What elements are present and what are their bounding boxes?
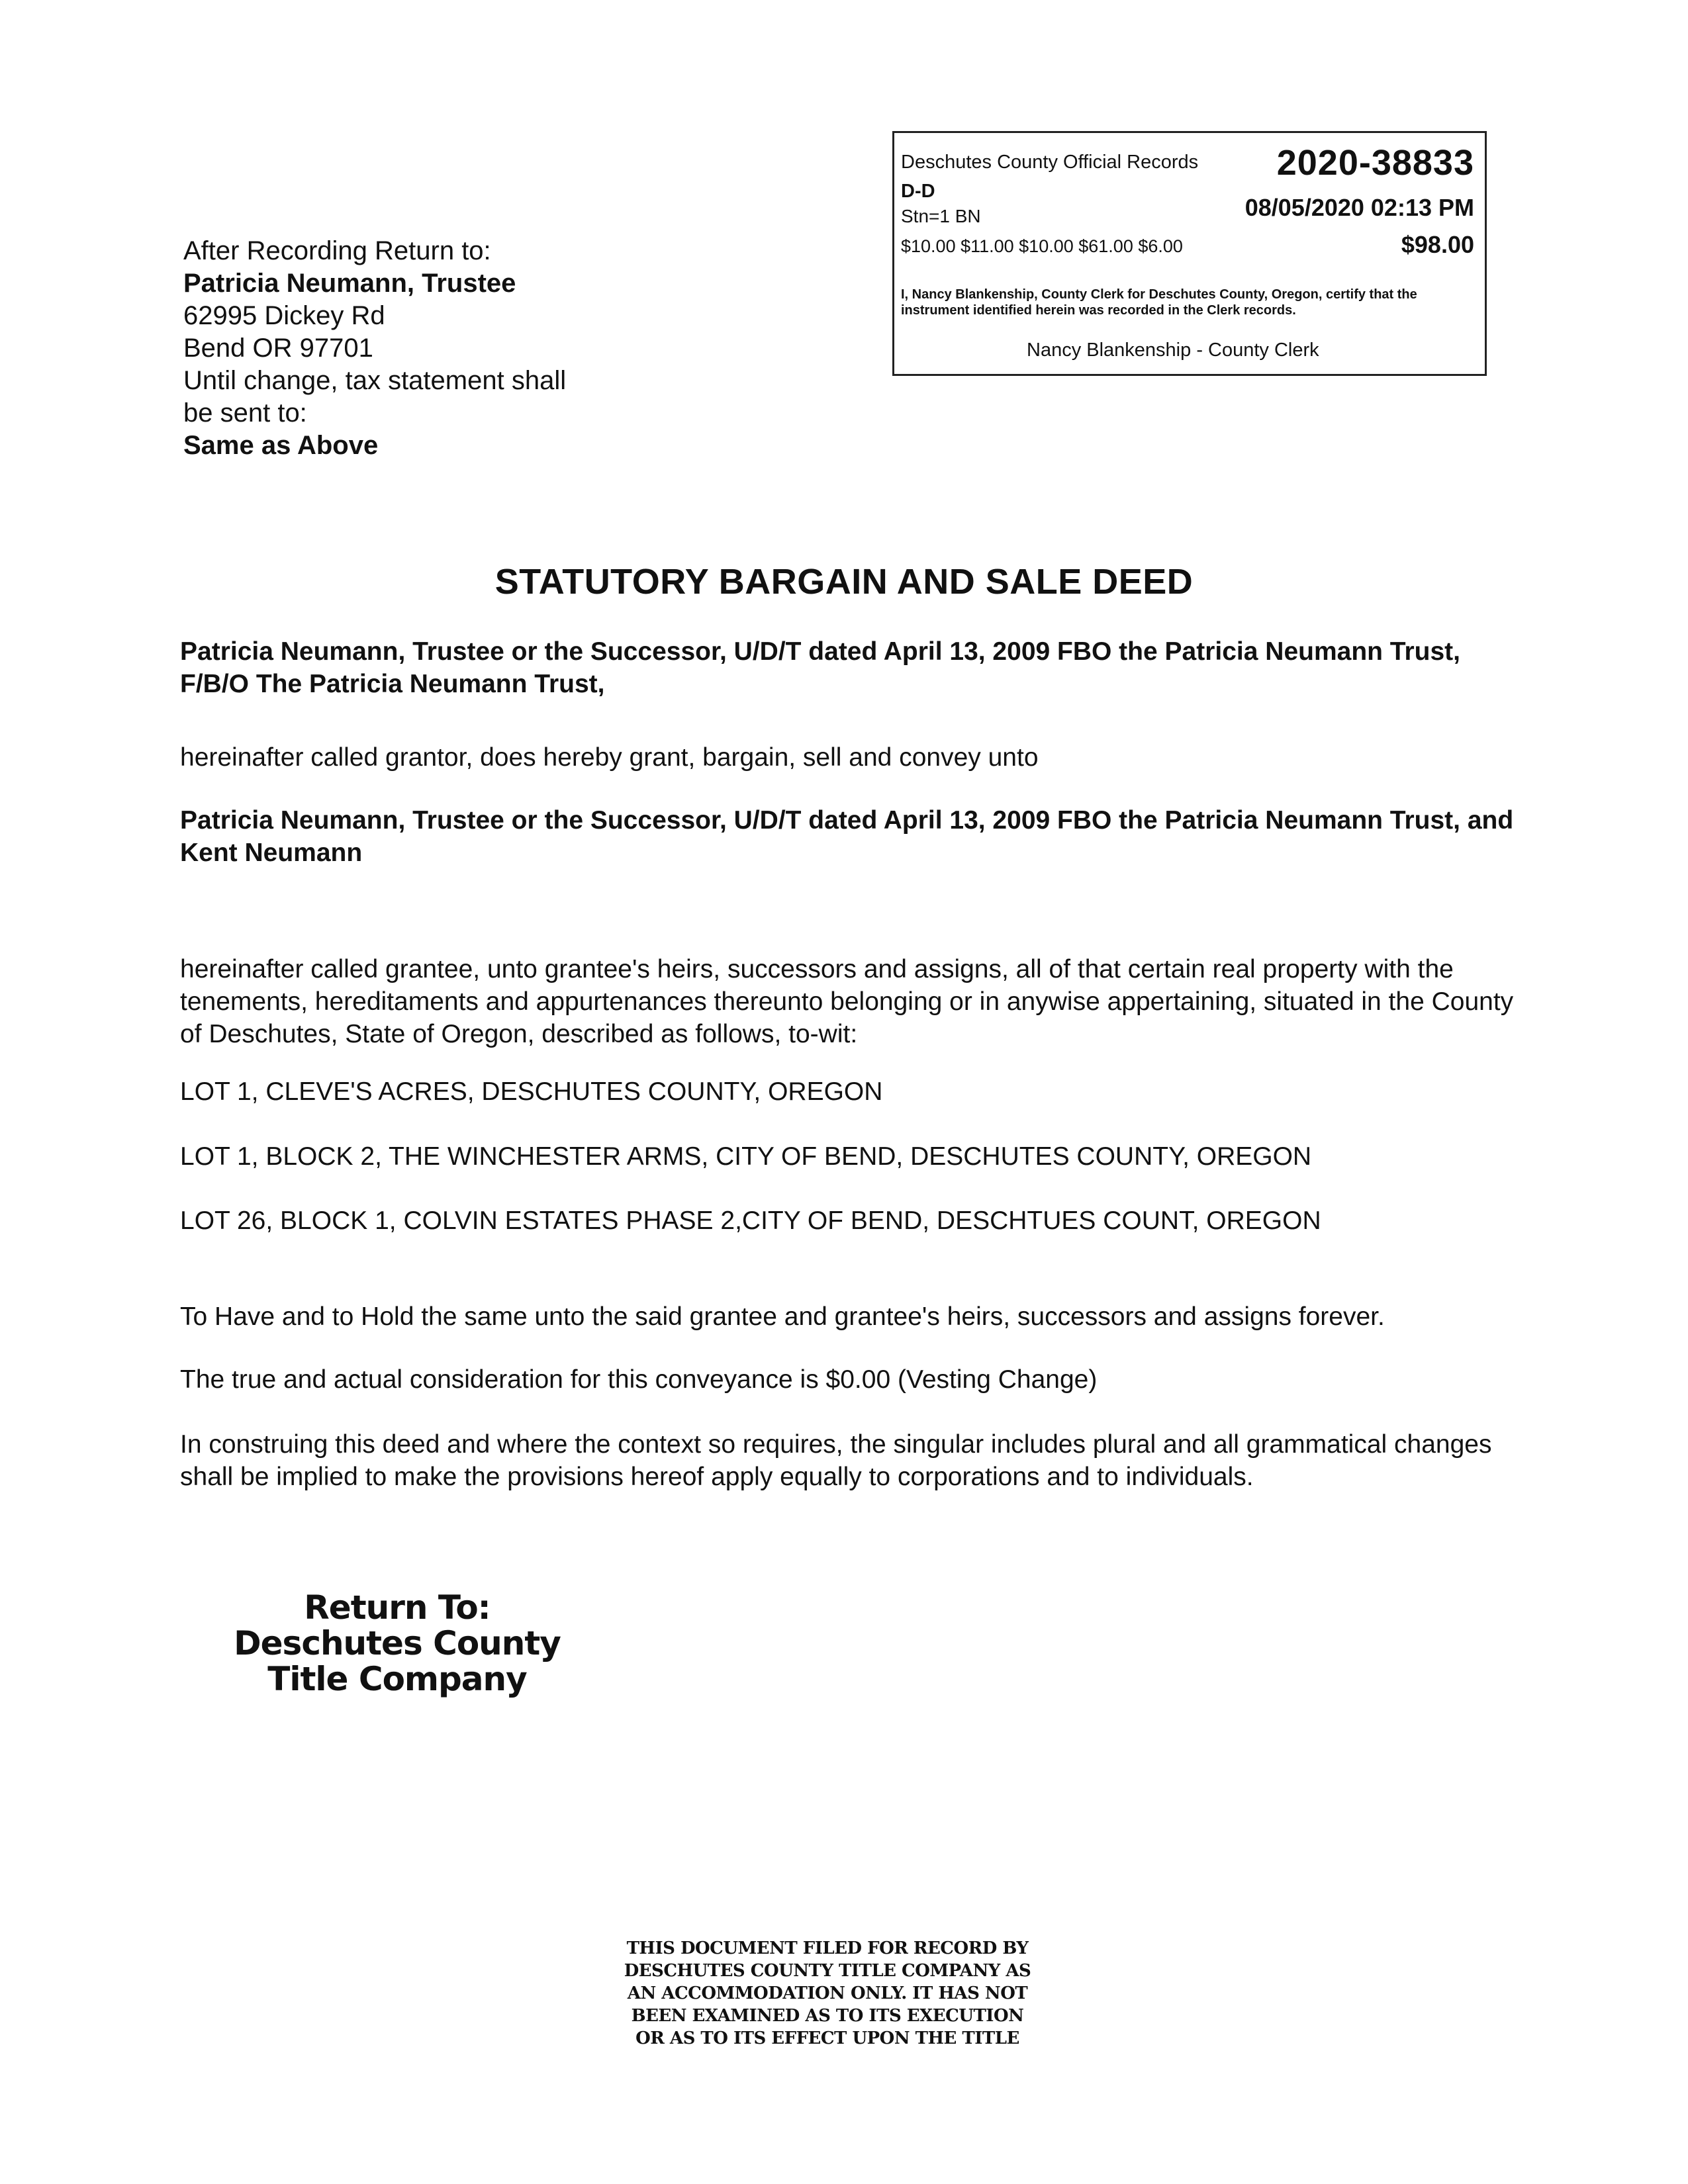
return-address-line2: Bend OR 97701 xyxy=(183,334,373,363)
return-heading: After Recording Return to: xyxy=(183,236,491,265)
return-to-stamp xyxy=(218,1590,576,1697)
grantor-name: Patricia Neumann, Trustee or the Successor, U/D/T dated April 13, 2009 FBO the Patricia Neumann Trust, F/B/O The Patricia Neumann Trust, xyxy=(180,637,1460,698)
grantor-clause: hereinafter called grantor, does hereby grant, bargain, sell and convey unto xyxy=(180,743,1039,772)
filed-notice-line2: DESCHUTES COUNTY TITLE COMPANY AS xyxy=(624,1961,1031,1981)
stamp-document-number: 2020-38833 xyxy=(1276,143,1474,183)
filed-for-record-notice xyxy=(583,1937,1072,2050)
stamp-document-type: D-D xyxy=(901,181,935,202)
construction-clause: In construing this deed and where the context so requires, the singular includes plural and all grammatical changes shall be implied to make the provisions hereof apply equally to corporations and to individuals. xyxy=(180,1430,1492,1491)
return-to-line2: Deschutes County xyxy=(234,1624,561,1662)
property-description-3: LOT 26, BLOCK 1, COLVIN ESTATES PHASE 2,CITY OF BEND, DESCHTUES COUNT, OREGON xyxy=(180,1206,1321,1235)
filed-notice-line3: AN ACCOMMODATION ONLY. IT HAS NOT xyxy=(627,1983,1028,2003)
tax-statement-line1: Until change, tax statement shall xyxy=(183,366,567,395)
consideration-statement: The true and actual consideration for this conveyance is $0.00 (Vesting Change) xyxy=(180,1365,1098,1394)
stamp-datetime: 08/05/2020 02:13 PM xyxy=(1244,194,1474,221)
stamp-total: $98.00 xyxy=(1401,231,1474,258)
stamp-fees: $10.00 $11.00 $10.00 $61.00 $6.00 xyxy=(901,236,1183,256)
deed-title: STATUTORY BARGAIN AND SALE DEED xyxy=(494,562,1194,602)
stamp-office: Deschutes County Official Records xyxy=(901,152,1199,173)
tax-statement-line2: be sent to: xyxy=(183,398,307,428)
tax-statement-recipient: Same as Above xyxy=(183,431,379,460)
stamp-station: Stn=1 BN xyxy=(901,206,981,226)
return-name: Patricia Neumann, Trustee xyxy=(183,269,516,298)
property-description-2: LOT 1, BLOCK 2, THE WINCHESTER ARMS, CITY OF BEND, DESCHUTES COUNTY, OREGON xyxy=(180,1142,1312,1171)
recording-stamp xyxy=(892,131,1487,376)
property-description-1: LOT 1, CLEVE'S ACRES, DESCHUTES COUNTY, OREGON xyxy=(180,1077,883,1106)
grantee-clause: hereinafter called grantee, unto grantee's heirs, successors and assigns, all of that certain real property with the tenements, hereditaments and appurtenances thereunto belonging or in anywise appertaining, situated in the County of Deschutes, State of Oregon, described as follows, to-wit: xyxy=(180,955,1514,1048)
return-address-block xyxy=(183,235,566,462)
habendum-clause: To Have and to Hold the same unto the said grantee and grantee's heirs, successors and assigns forever. xyxy=(180,1302,1385,1331)
return-address-line1: 62995 Dickey Rd xyxy=(183,301,385,330)
return-to-line1: Return To: xyxy=(304,1588,491,1627)
filed-notice-line4: BEEN EXAMINED AS TO ITS EXECUTION xyxy=(631,2006,1024,2026)
grantee-name: Patricia Neumann, Trustee or the Successor, U/D/T dated April 13, 2009 FBO the Patricia Neumann Trust, and Kent Neumann xyxy=(180,806,1514,867)
stamp-certification: I, Nancy Blankenship, County Clerk for Deschutes County, Oregon, certify that the instrument identified herein was recorded in the Clerk records. xyxy=(901,287,1417,318)
stamp-clerk: Nancy Blankenship - County Clerk xyxy=(1027,340,1319,361)
filed-notice-line1: THIS DOCUMENT FILED FOR RECORD BY xyxy=(626,1938,1029,1958)
filed-notice-line5: OR AS TO ITS EFFECT UPON THE TITLE xyxy=(635,2028,1019,2048)
return-to-line3: Title Company xyxy=(267,1660,527,1698)
